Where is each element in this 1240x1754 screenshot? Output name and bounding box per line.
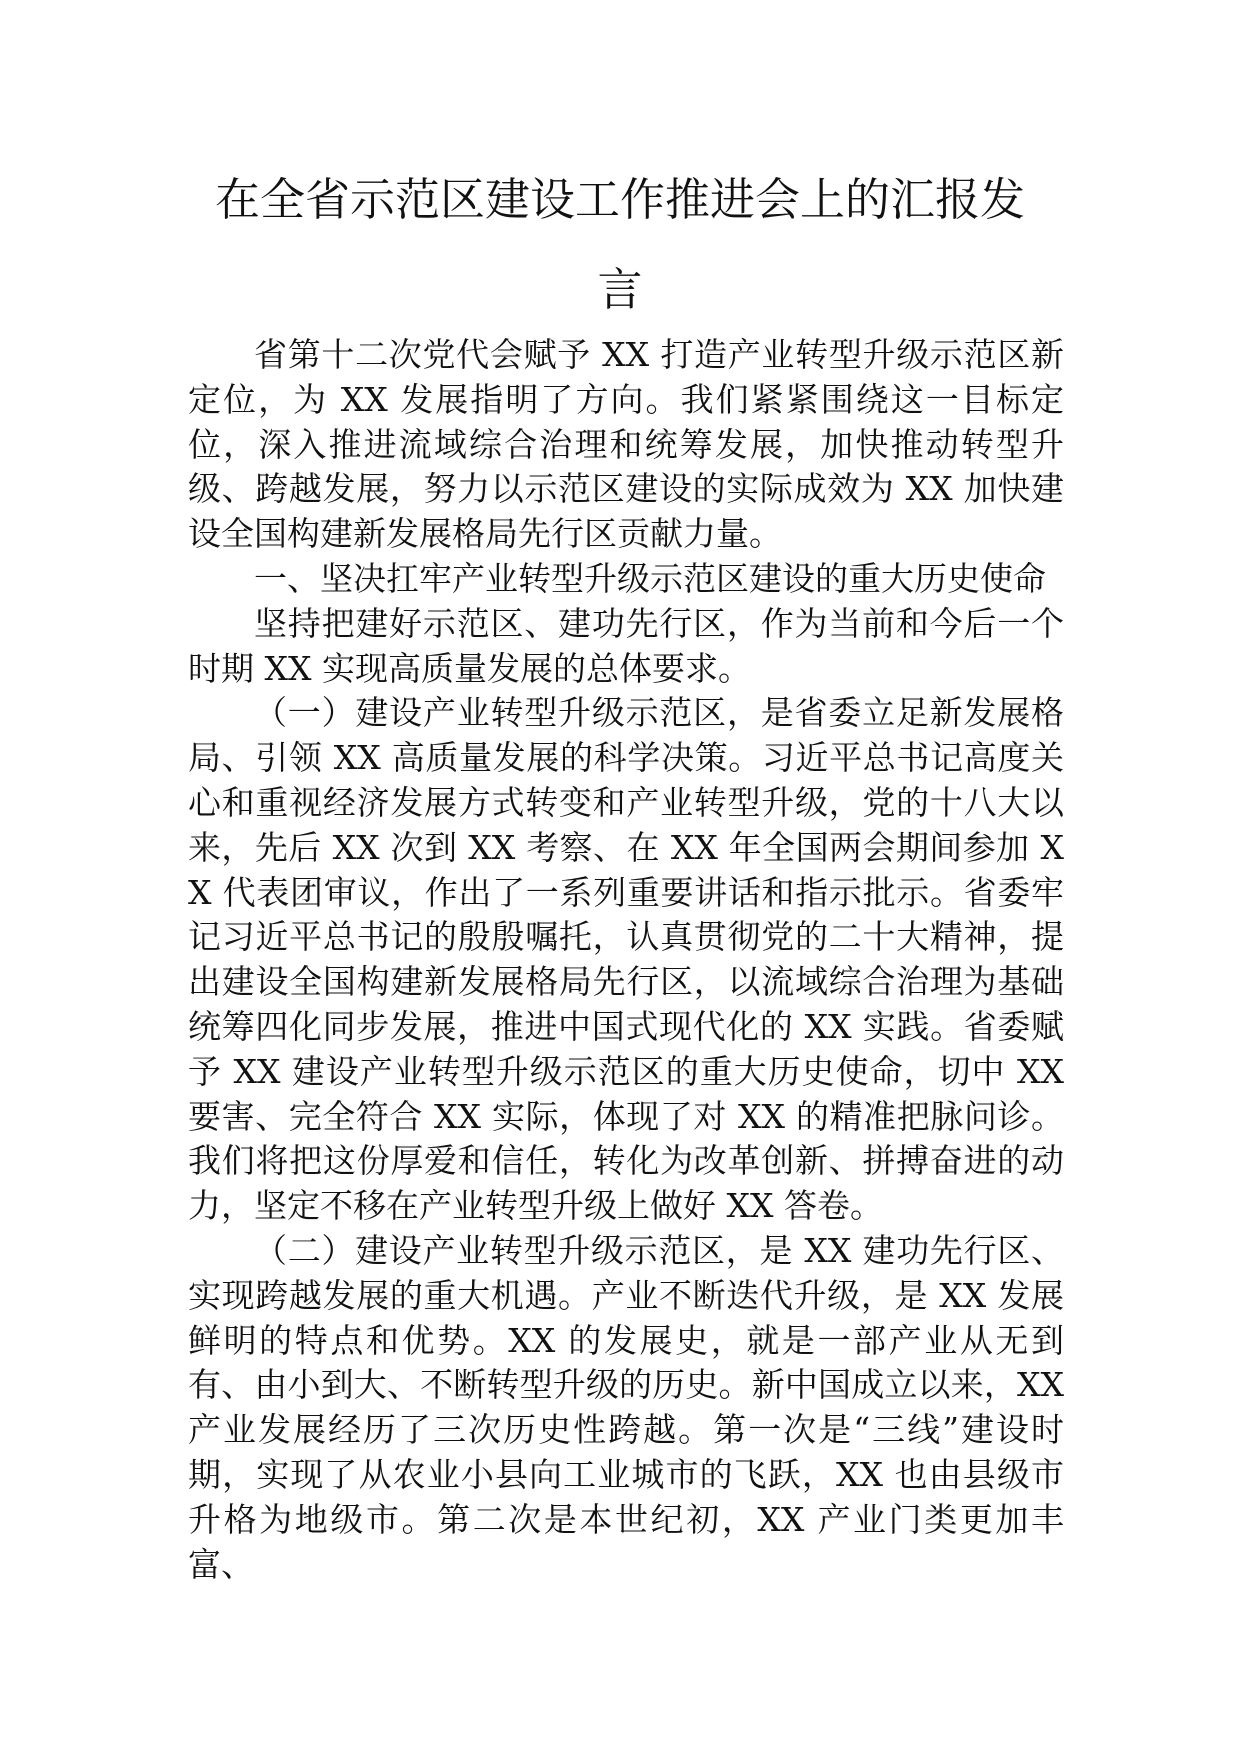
paragraph-overall-requirement: 坚持把建好示范区、建功先行区，作为当前和今后一个时期 XX 实现高质量发展的总体要求。 [188, 603, 1064, 688]
paragraph-intro: 省第十二次党代会赋予 XX 打造产业转型升级示范区新定位，为 XX 发展指明了方向。我们紧紧围绕这一目标定位，深入推进流域综合治理和统筹发展，加快推动转型升级、跨越发展，努力以示范区建设的实际成效为 XX 加快建设全国构建新发展格局先行区贡献力量。 [188, 335, 1064, 554]
document-body [188, 333, 1064, 1587]
paragraph-point-2: （二）建设产业转型升级示范区，是 XX 建功先行区、实现跨越发展的重大机遇。产业不断迭代升级，是 XX 发展鲜明的特点和优势。XX 的发展史，就是一部产业从无到有、由小到大、不断转型升级的历史。新中国成立以来，XX 产业发展经历了三次历史性跨越。第一次是“三线”建设时期，实现了从农业小县向工业城市的飞跃，XX 也由县级市升格为地级市。第二次是本世纪初，XX 产业门类更加丰富、 [188, 1230, 1064, 1584]
paragraph-point-1: （一）建设产业转型升级示范区，是省委立足新发展格局、引领 XX 高质量发展的科学决策。习近平总书记高度关心和重视经济发展方式转变和产业转型升级，党的十八大以来，先后 XX 次到 XX 考察、在 XX 年全国两会期间参加 XX 代表团审议，作出了一系列重要讲话和指示批示。省委牢记习近平总书记的殷殷嘱托，认真贯彻党的二十大精神，提出建设全国构建新发展格局先行区，以流域综合治理为基础统筹四化同步发展，推进中国式现代化的 XX 实践。省委赋予 XX 建设产业转型升级示范区的重大历史使命，切中 XX 要害、完全符合 XX 实际，体现了对 XX 的精准把脉问诊。我们将把这份厚爱和信任，转化为改革创新、拼搏奋进的动力，坚定不移在产业转型升级上做好 XX 答卷。 [188, 693, 1064, 1226]
document-title-line-1: 在全省示范区建设工作推进会上的汇报发 [214, 173, 1025, 226]
document-title-line-2: 言 [597, 263, 643, 316]
section-heading-1: 一、坚决扛牢产业转型升级示范区建设的重大历史使命 [254, 558, 1046, 598]
